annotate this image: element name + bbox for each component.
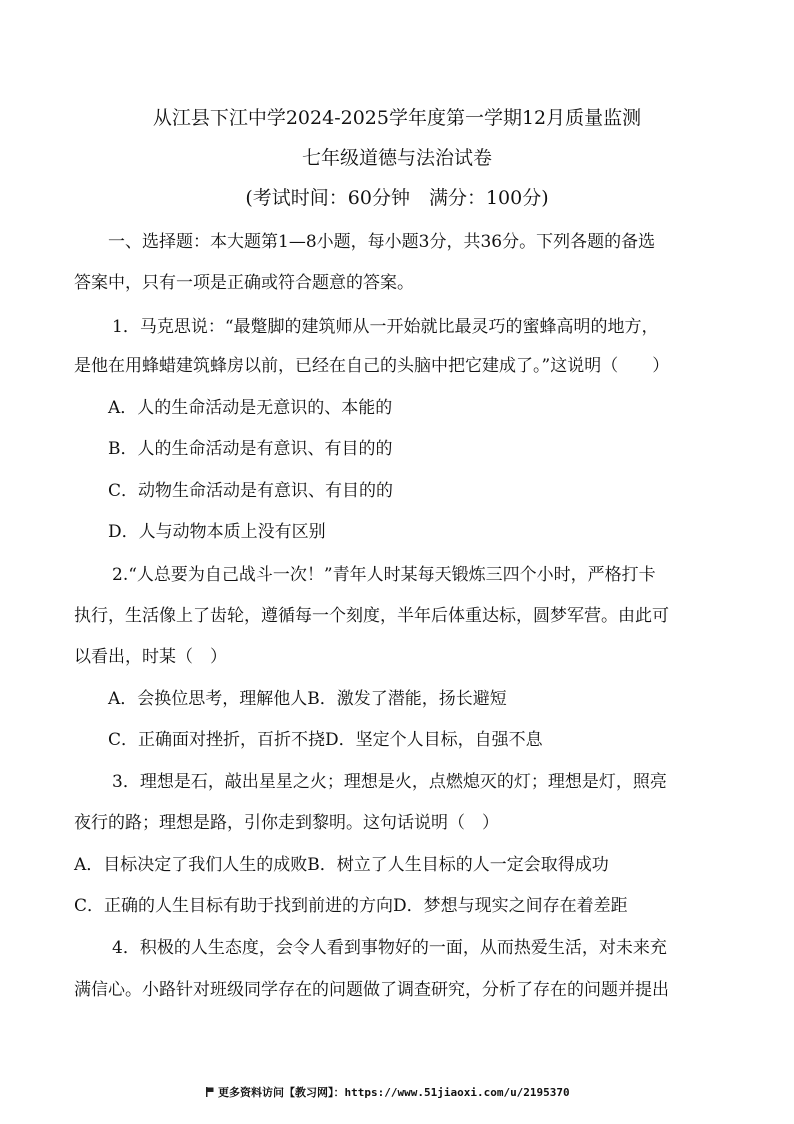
question-3-options-cd: C．正确的人生目标有助于找到前进的方向D．梦想与现实之间存在着差距 [74,896,628,916]
question-4-stem-line2: 满信心。小路针对班级同学存在的问题做了调查研究，分析了存在的问题并提出 [74,980,669,1000]
exam-title: 七年级道德与法治试卷 [301,147,492,169]
question-2-stem-line2: 执行，生活像上了齿轮，遵循每一个刻度，半年后体重达标，圆梦军营。由此可 [74,606,669,626]
school-title: 从江县下江中学2024-2025学年度第一学期12月质量监测 [152,107,642,129]
question-4-stem-line1: 4．积极的人生态度，会令人看到事物好的一面，从而热爱生活，对未来充 [112,938,667,958]
question-3-options-ab: A．目标决定了我们人生的成败B．树立了人生目标的人一定会取得成功 [74,855,609,875]
footer-link[interactable] [206,1086,570,1100]
question-1-option-b: B．人的生命活动是有意识、有目的的 [108,439,393,459]
question-1-option-d: D．人与动物本质上没有区别 [108,522,326,542]
question-2-options-cd: C．正确面对挫折，百折不挠D．坚定个人目标，自强不息 [108,730,543,750]
question-3-stem-line1: 3．理想是石，敲出星星之火；理想是火，点燃熄灭的灯；理想是灯，照亮 [112,772,667,792]
exam-page [74,0,720,1124]
section-intro-line1: 一、选择题：本大题第1—8小题，每小题3分，共36分。下列各题的备选 [108,232,656,252]
question-1-option-a: A．人的生命活动是无意识的、本能的 [108,398,393,418]
question-3-stem-line2: 夜行的路；理想是路，引你走到黎明。这句话说明（ ） [74,813,499,833]
question-1-option-c: C．动物生命活动是有意识、有目的的 [108,481,394,501]
question-2-stem-line1: 2.“人总要为自己战斗一次！”青年人时某每天锻炼三四个小时，严格打卡 [112,565,656,585]
flag-icon [206,1087,214,1097]
question-2-stem-line3: 以看出，时某（ ） [74,647,227,667]
question-1-stem-line1: 1．马克思说：“最蹩脚的建筑师从一开始就比最灵巧的蜜蜂高明的地方， [112,317,659,337]
question-2-options-ab: A．会换位思考，理解他人B．激发了潜能，扬长避短 [108,689,507,709]
question-1-stem-line2: 是他在用蜂蜡建筑蜂房以前，已经在自己的头脑中把它建成了。”这说明（ ） [74,356,670,376]
section-intro-line2: 答案中，只有一项是正确或符合题意的答案。 [74,273,414,293]
footer-text: 更多资料访问【教习网】：https://www.51jiaoxi.com/u/2195370 [218,1086,570,1099]
exam-info: (考试时间：60分钟 满分：100分) [245,187,549,209]
